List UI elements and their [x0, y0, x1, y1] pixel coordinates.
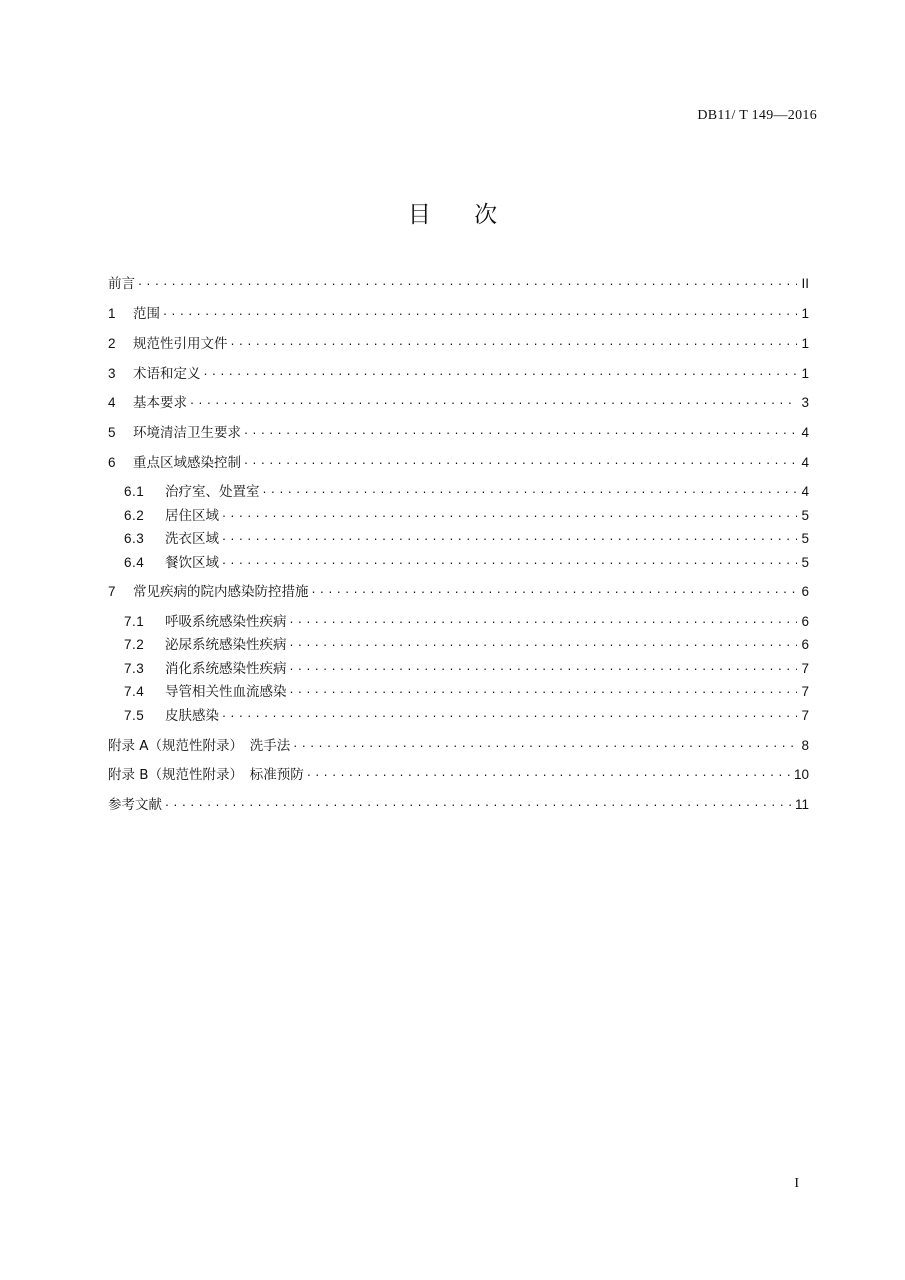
toc-entry-text: 前言	[108, 276, 135, 292]
toc-entry-5[interactable]	[108, 423, 809, 443]
toc-leader-dots	[137, 273, 797, 293]
toc-entry-number: 2	[108, 336, 116, 351]
toc-entry-6-2[interactable]	[124, 506, 809, 526]
toc-entry-7-5[interactable]	[124, 706, 809, 726]
toc-entry-page: 6	[801, 637, 809, 652]
toc-entry-text: 治疗室、处置室	[165, 484, 260, 500]
toc-entry-6-1[interactable]	[124, 482, 809, 502]
toc-leader-dots	[262, 481, 798, 501]
toc-entry-page: 7	[801, 708, 809, 723]
toc-entry-number: 6	[108, 455, 116, 470]
toc-entry-number: 6.3	[124, 531, 145, 546]
page-number: I	[794, 1176, 799, 1191]
toc-entry-number: 7	[108, 584, 116, 599]
toc-entry-text: 呼吸系统感染性疾病	[165, 614, 287, 630]
toc-leader-dots	[306, 764, 790, 784]
toc-entry-number: 6.1	[124, 484, 145, 499]
toc-entry-page: 1	[801, 366, 809, 381]
toc-entry-text: 餐饮区域	[165, 555, 219, 571]
toc-entry-page: 3	[801, 395, 809, 410]
toc-leader-dots	[289, 634, 798, 654]
toc-entry-7-2[interactable]	[124, 635, 809, 655]
toc-entry-page: 4	[801, 455, 809, 470]
toc-entry-appendix-b[interactable]	[108, 765, 809, 785]
toc-entry-text: 泌尿系统感染性疾病	[165, 637, 287, 653]
toc-leader-dots	[221, 705, 797, 725]
toc-entry-number: 6.2	[124, 508, 145, 523]
toc-entry-text: 附录 B（规范性附录） 标准预防	[108, 767, 304, 783]
toc-entry-page: 10	[793, 767, 809, 782]
toc-entry-text: 导管相关性血流感染	[165, 684, 287, 700]
toc-leader-dots	[311, 581, 798, 601]
toc-entry-text: 皮肤感染	[165, 708, 219, 724]
toc-leader-dots	[292, 735, 797, 755]
toc-entry-text: 居住区域	[165, 508, 219, 524]
toc-entry-text: 参考文献	[108, 797, 162, 813]
toc-entry-7-1[interactable]	[124, 612, 809, 632]
toc-entry-page: 4	[801, 425, 809, 440]
toc-leader-dots	[221, 552, 797, 572]
toc-leader-dots	[289, 658, 798, 678]
toc-entry-text: 范围	[133, 306, 160, 322]
toc-entry-appendix-a[interactable]	[108, 736, 809, 756]
toc-entry-page: 1	[801, 306, 809, 321]
toc-leader-dots	[243, 452, 797, 472]
toc-entry-page: 4	[801, 484, 809, 499]
toc-entry-number: 3	[108, 366, 116, 381]
toc-entry-page: 5	[801, 555, 809, 570]
toc-leader-dots	[289, 611, 798, 631]
toc-entry-text: 基本要求	[133, 395, 187, 411]
toc-entry-7-4[interactable]	[124, 682, 809, 702]
toc-entry-2[interactable]	[108, 334, 809, 354]
toc-leader-dots	[221, 505, 797, 525]
toc-entry-page: 7	[801, 684, 809, 699]
toc-leader-dots	[289, 681, 798, 701]
toc-entry-preface[interactable]	[108, 274, 809, 294]
toc-entry-number: 7.3	[124, 661, 145, 676]
toc-entry-4[interactable]	[108, 393, 809, 413]
toc-entry-7[interactable]	[108, 582, 809, 602]
toc-leader-dots	[162, 303, 797, 323]
toc-entry-text: 术语和定义	[133, 366, 201, 382]
toc-entry-references[interactable]	[108, 795, 809, 815]
toc-entry-1[interactable]	[108, 304, 809, 324]
toc-entry-text: 洗衣区域	[165, 531, 219, 547]
toc-entry-page: 11	[794, 797, 809, 812]
toc-entry-6-4[interactable]	[124, 553, 809, 573]
toc-entry-number: 5	[108, 425, 116, 440]
toc-leader-dots	[221, 528, 797, 548]
toc-leader-dots	[203, 363, 798, 383]
toc-leader-dots	[189, 392, 797, 412]
toc-entry-number: 6.4	[124, 555, 145, 570]
toc-entry-page: 1	[801, 336, 809, 351]
toc-leader-dots	[230, 333, 798, 353]
toc-entry-number: 7.2	[124, 637, 145, 652]
toc-entry-page: 6	[801, 584, 809, 599]
toc-entry-page: II	[801, 276, 809, 291]
toc-entry-number: 4	[108, 395, 116, 410]
toc-leader-dots	[243, 422, 797, 442]
toc-entry-page: 5	[801, 531, 809, 546]
toc-entry-text: 附录 A（规范性附录） 洗手法	[108, 738, 291, 754]
toc-entry-text: 消化系统感染性疾病	[165, 661, 287, 677]
toc-leader-dots	[164, 794, 791, 814]
toc-entry-number: 7.4	[124, 684, 145, 699]
toc-entry-number: 7.1	[124, 614, 145, 629]
toc-entry-6[interactable]	[108, 453, 809, 473]
toc-entry-page: 8	[801, 738, 809, 753]
toc-entry-6-3[interactable]	[124, 529, 809, 549]
toc-entry-text: 常见疾病的院内感染防控措施	[133, 584, 309, 600]
toc-entry-page: 7	[801, 661, 809, 676]
toc-entry-text: 规范性引用文件	[133, 336, 228, 352]
toc-entry-text: 重点区域感染控制	[133, 455, 241, 471]
toc-entry-number: 7.5	[124, 708, 145, 723]
toc-entry-3[interactable]	[108, 364, 809, 384]
document-code: DB11/ T 149—2016	[697, 108, 817, 123]
page-title: 目 次	[407, 202, 516, 228]
toc-entry-page: 6	[801, 614, 809, 629]
toc-entry-7-3[interactable]	[124, 659, 809, 679]
toc-entry-number: 1	[108, 306, 116, 321]
toc-entry-text: 环境清洁卫生要求	[133, 425, 241, 441]
toc-entry-page: 5	[801, 508, 809, 523]
